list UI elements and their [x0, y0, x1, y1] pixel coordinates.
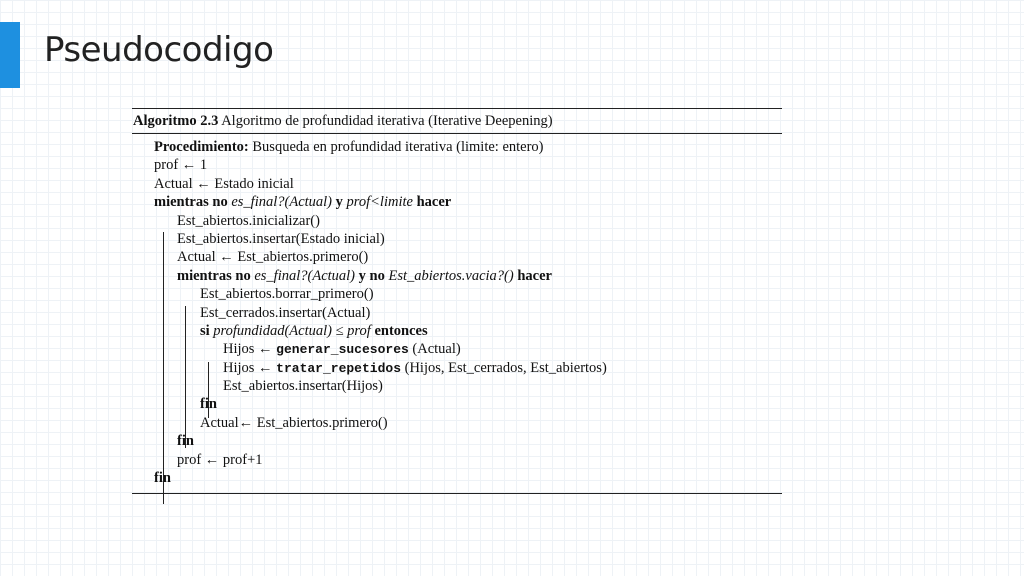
slide-title: Pseudocodigo: [44, 30, 274, 70]
code-line: si profundidad(Actual) ≤ prof entonces: [200, 322, 428, 339]
code-line: Est_abiertos.inicializar(): [177, 212, 320, 229]
code-line: prof ← prof+1: [177, 451, 263, 468]
code-line: Hijos ← generar_sucesores (Actual): [223, 341, 461, 358]
code-line: Est_abiertos.insertar(Estado inicial): [177, 230, 385, 247]
algorithm-header: [132, 109, 782, 133]
code-line: Est_abiertos.borrar_primero(): [200, 286, 374, 303]
code-line: Est_abiertos.insertar(Hijos): [223, 378, 383, 395]
code-line: fin: [177, 433, 194, 450]
algorithm-caption: Algoritmo de profundidad iterativa (Iterative Deepening): [221, 113, 553, 129]
code-line: prof ← 1: [154, 157, 208, 174]
code-line: mientras no es_final?(Actual) y prof<limite hacer: [154, 194, 452, 211]
code-line: Procedimiento: Busqueda en profundidad iterativa (limite: entero): [154, 139, 544, 155]
code-line: fin: [200, 396, 217, 413]
code-line: Actual ← Est_abiertos.primero(): [177, 249, 369, 266]
algorithm-box: [132, 108, 782, 494]
code-line: Actual← Est_abiertos.primero(): [200, 414, 388, 431]
code-line: mientras no es_final?(Actual) y no Est_abiertos.vacia?() hacer: [177, 267, 552, 284]
code-line: Actual ← Estado inicial: [154, 175, 294, 192]
algorithm-number: Algoritmo 2.3: [133, 113, 219, 129]
code-line: Est_cerrados.insertar(Actual): [200, 304, 371, 321]
title-accent-bar: [0, 22, 20, 88]
bottom-rule: [132, 493, 782, 494]
code-line: fin: [154, 470, 171, 487]
code-line: Hijos ← tratar_repetidos (Hijos, Est_cerrados, Est_abiertos): [223, 359, 607, 376]
pseudocode-body: [132, 134, 782, 487]
